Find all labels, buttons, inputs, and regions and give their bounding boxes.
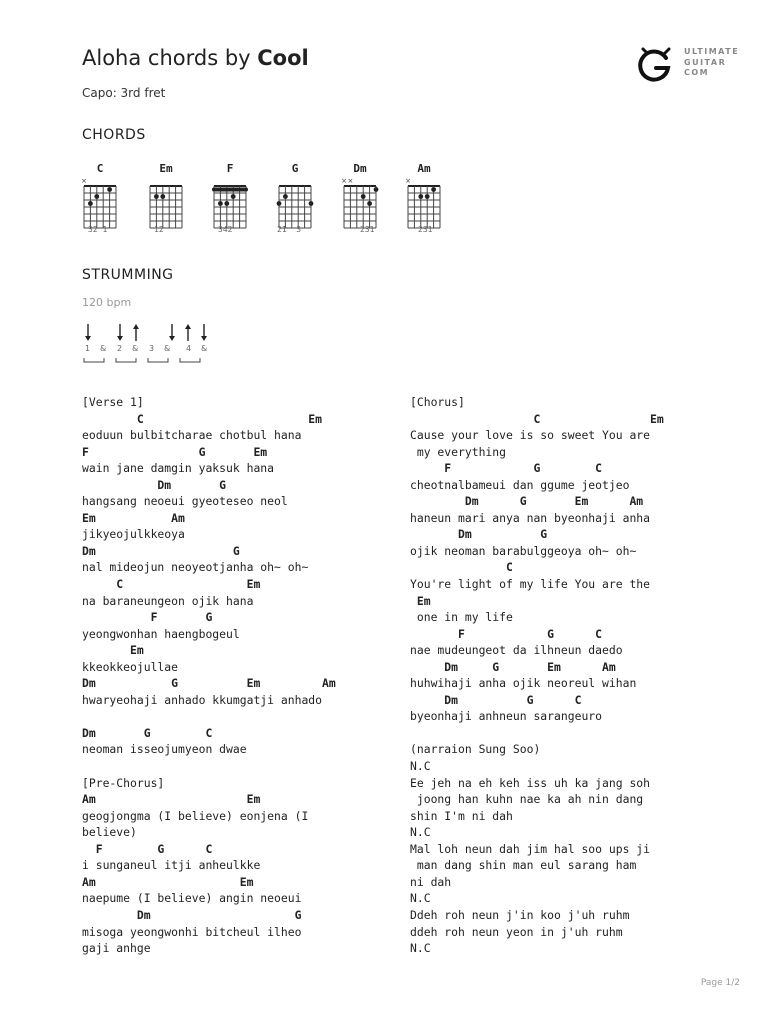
lyric-line: neoman isseojumyeon dwae xyxy=(82,742,247,757)
lyric-line: my everything xyxy=(410,444,507,459)
logo-line: GUITAR xyxy=(684,57,727,67)
chord-fingering: 12 xyxy=(154,225,164,234)
lyric-line: You're light of my life You are the xyxy=(410,577,651,592)
lyric-line: man dang shin man eul sarang ham xyxy=(410,858,637,873)
chord-fingering: 32 1 xyxy=(88,225,108,234)
beat-label: 4 xyxy=(186,344,192,353)
chord-line: C Em xyxy=(410,411,664,426)
lyric-line: haneun mari anya nan byeonhaji anha xyxy=(410,510,651,525)
strumming-pattern xyxy=(80,320,220,370)
chord-diagrams xyxy=(80,162,460,242)
chord-name: C xyxy=(96,162,104,175)
beat-label: & xyxy=(164,344,171,353)
chord-line: C Em xyxy=(82,577,261,592)
title-prefix: Aloha chords by xyxy=(82,46,258,70)
capo-info: Capo: 3rd fret xyxy=(82,86,166,100)
chord-line: Em xyxy=(82,643,144,658)
chord-line: F G C xyxy=(82,841,213,856)
svg-text:×: × xyxy=(341,177,347,185)
lyric-line: jikyeojulkkeoya xyxy=(82,527,185,542)
lyric-line: [Verse 1] xyxy=(82,395,144,409)
chord-line: Dm G Em Am xyxy=(410,659,616,674)
svg-text:×: × xyxy=(405,177,411,185)
chord-name: Am xyxy=(417,162,431,175)
lyric-line: N.C xyxy=(410,825,431,840)
lyric-line: [Chorus] xyxy=(410,395,465,409)
page-number: Page 1/2 xyxy=(700,978,740,988)
chord-line: Dm G Em Am xyxy=(82,676,336,691)
chord-line: Dm G C xyxy=(410,692,582,707)
lyric-line: [Pre-Chorus] xyxy=(82,775,165,790)
chord-line: Dm G xyxy=(82,477,227,492)
lyric-line: N.C xyxy=(410,891,431,906)
lyric-line: na baraneungeon ojik hana xyxy=(82,593,254,608)
chord-line: Em Am xyxy=(82,510,185,525)
lyric-line: ni dah xyxy=(410,874,452,889)
lyric-line: yeongwonhan haengbogeul xyxy=(82,626,240,641)
strumming-heading: STRUMMING xyxy=(82,267,174,283)
chord-fingering: 21 3 xyxy=(277,225,302,234)
lyric-line: nal mideojun neoyeotjanha oh~ oh~ xyxy=(82,560,309,575)
logo-text xyxy=(684,47,739,79)
beat-label: & xyxy=(132,344,139,353)
lyric-line xyxy=(82,758,336,775)
chord-name: Em xyxy=(159,162,173,175)
lyric-line xyxy=(82,708,336,725)
lyric-line: Ddeh roh neun j'in koo j'uh ruhm xyxy=(410,907,630,922)
artist-name: Cool xyxy=(257,46,309,70)
tempo-bpm: 120 bpm xyxy=(82,296,132,309)
lyric-line: ojik neoman barabulggeoya oh~ oh~ xyxy=(410,543,637,558)
lyric-line: Mal loh neun dah jim hal soo ups ji xyxy=(410,841,651,856)
lyric-line: one in my life xyxy=(410,610,513,625)
lyric-line: nae mudeungeot da ilhneun daedo xyxy=(410,643,623,658)
chord-line: Dm G xyxy=(82,543,240,558)
chord-line: C xyxy=(410,560,513,575)
lyric-line: cheotnalbameui dan ggume jeotjeo xyxy=(410,477,630,492)
lyric-line: kkeokkeojullae xyxy=(82,659,179,674)
lyric-line: hwaryeohaji anhado kkumgatji anhado xyxy=(82,692,323,707)
lyric-line: hangsang neoeui gyeoteseo neol xyxy=(82,494,288,509)
lyric-line: geogjongma (I believe) eonjena (I xyxy=(82,808,309,823)
beat-label: 3 xyxy=(149,344,155,353)
lyric-line: naepume (I believe) angin neoeui xyxy=(82,891,302,906)
lyric-line: gaji anhge xyxy=(82,941,151,956)
beat-label: & xyxy=(201,344,208,353)
lyric-line: shin I'm ni dah xyxy=(410,808,513,823)
lyric-line: wain jane damgin yaksuk hana xyxy=(82,461,275,476)
chord-line: Am Em xyxy=(82,874,254,889)
strum-arrows xyxy=(80,320,220,366)
chord-line: F G C xyxy=(410,461,603,476)
chord-line: F G Em xyxy=(82,444,268,459)
chord-line: F G xyxy=(82,610,213,625)
lyrics-column-left xyxy=(82,394,336,957)
lyric-line: believe) xyxy=(82,825,137,840)
svg-text:×: × xyxy=(347,177,354,185)
lyric-line: eoduun bulbitcharae chotbul hana xyxy=(82,428,302,443)
lyric-line: Ee jeh na eh keh iss uh ka jang soh xyxy=(410,775,651,790)
logo-line: COM xyxy=(684,68,710,77)
lyric-line: N.C xyxy=(410,941,431,956)
lyric-line: huhwihaji anha ojik neoreul wihan xyxy=(410,676,637,691)
lyric-line: i sunganeul itji anheulkke xyxy=(82,858,261,873)
ultimate-guitar-logo xyxy=(636,44,746,84)
chord-line: Dm G C xyxy=(82,725,213,740)
lyric-line: ddeh roh neun yeon in j'uh ruhm xyxy=(410,924,623,939)
chord-line: C Em xyxy=(82,411,323,426)
chord-line: F G C xyxy=(410,626,603,641)
beat-label: & xyxy=(100,344,107,353)
beat-label: 2 xyxy=(117,344,123,353)
lyric-line: joong han kuhn nae ka ah nin dang xyxy=(410,792,644,807)
song-title xyxy=(82,46,309,70)
chord-fingering: 342 xyxy=(218,225,233,234)
lyric-line: N.C xyxy=(410,759,431,774)
ug-logo-icon xyxy=(636,44,676,84)
lyric-line: byeonhaji anhneun sarangeuro xyxy=(410,709,603,724)
chord-line: Dm G Em Am xyxy=(410,494,644,509)
chord-line: Dm G xyxy=(410,527,548,542)
logo-line: ULTIMATE xyxy=(684,47,740,56)
lyric-line xyxy=(410,725,664,742)
chord-line: Dm G xyxy=(82,907,302,922)
lyric-line: misoga yeongwonhi bitcheul ilheo xyxy=(82,924,302,939)
lyric-line: (narraion Sung Soo) xyxy=(410,742,541,757)
chord-name: Dm xyxy=(353,162,367,175)
chord-line: Am Em xyxy=(82,792,261,807)
chord-fingering: 231 xyxy=(418,225,433,234)
svg-text:×: × xyxy=(81,177,87,185)
lyric-line: Cause your love is so sweet You are xyxy=(410,428,651,443)
chord-fingering: 231 xyxy=(360,225,375,234)
chord-line: Em xyxy=(410,593,431,608)
chord-name: F xyxy=(226,162,234,175)
lyrics-column-right xyxy=(410,394,664,957)
strum-beats xyxy=(80,344,220,356)
beat-label: 1 xyxy=(85,344,91,353)
chords-heading: CHORDS xyxy=(82,127,146,143)
chord-name: G xyxy=(291,162,299,175)
